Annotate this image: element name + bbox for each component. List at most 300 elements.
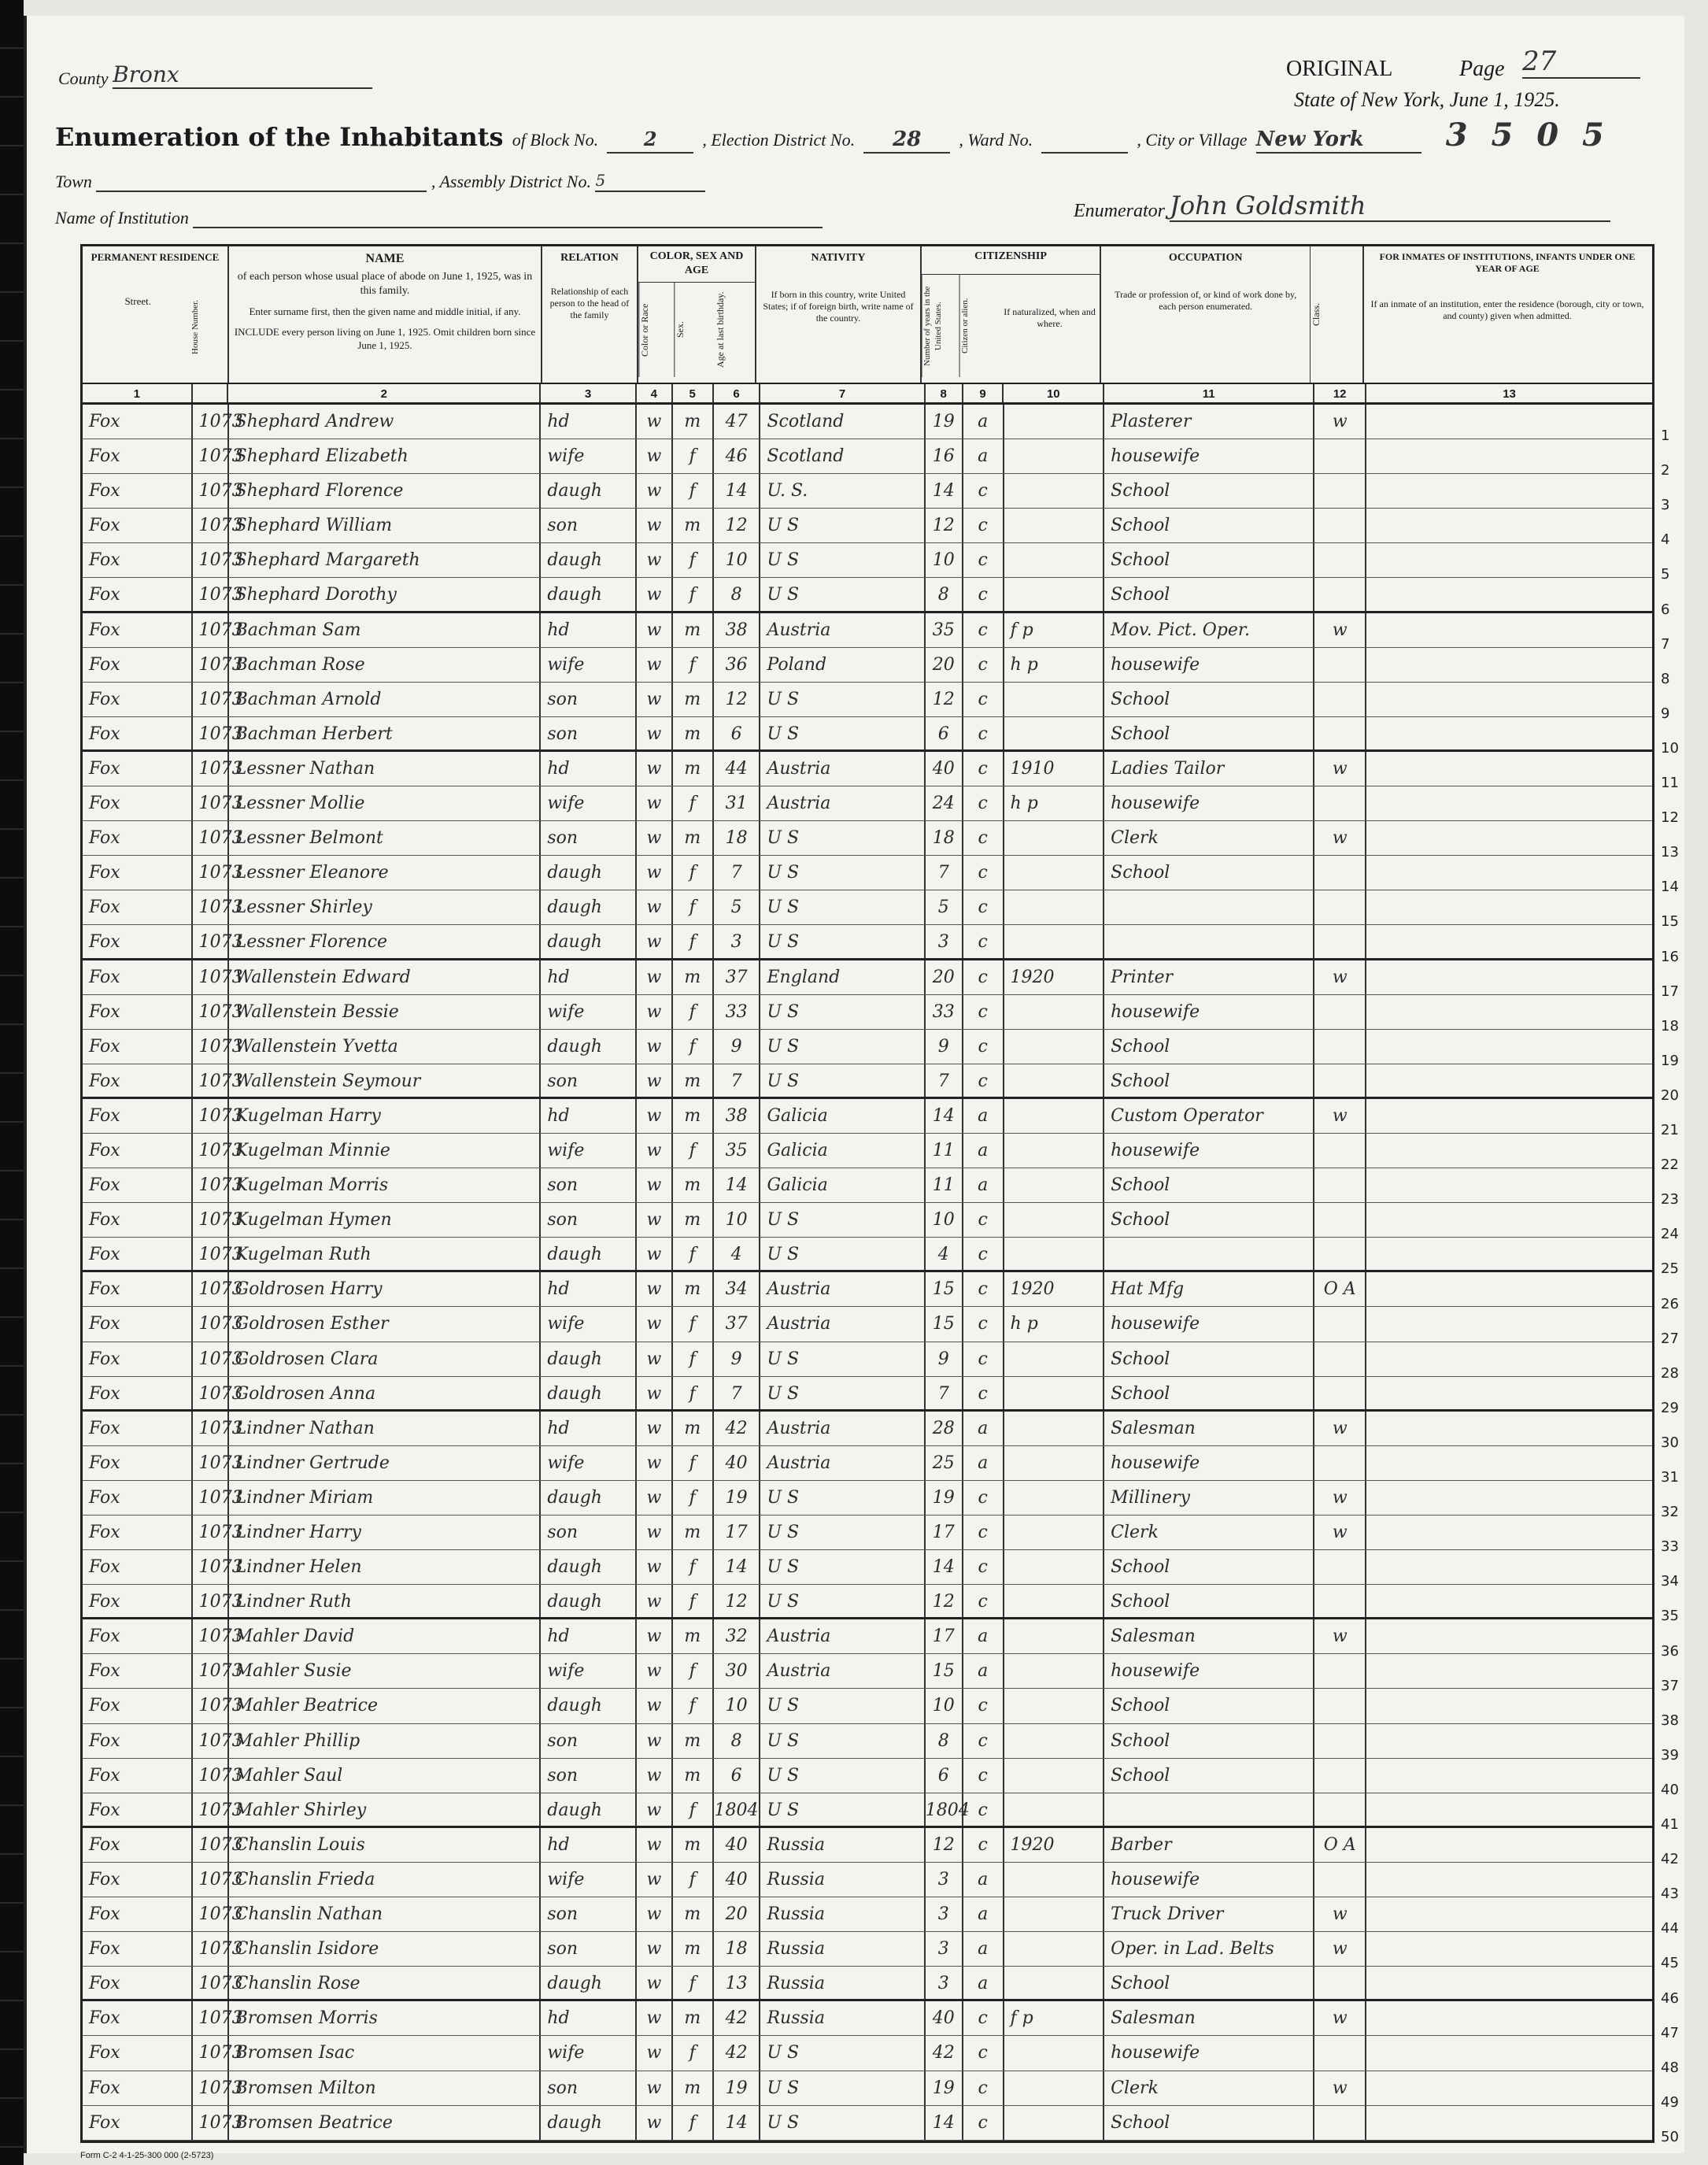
name-cell: Chanslin Nathan	[229, 1897, 542, 1931]
years-cell: 4	[926, 1238, 963, 1270]
nativity-cell: Poland	[760, 648, 925, 682]
years-cell: 3	[926, 1897, 963, 1931]
citizen-cell: c	[963, 1481, 1004, 1515]
years-cell: 6	[926, 1759, 963, 1793]
house-number-cell: 1073	[193, 474, 229, 508]
age-cell: 47	[714, 405, 761, 439]
citizen-cell: a	[963, 1967, 1004, 1999]
table-row	[83, 405, 1652, 439]
class-cell	[1314, 1238, 1366, 1270]
class-cell: w	[1314, 1516, 1366, 1549]
years-cell: 6	[926, 717, 963, 749]
table-row	[83, 1932, 1652, 1967]
house-number-cell: 1073	[193, 1932, 229, 1966]
name-cell: Kugelman Harry	[229, 1099, 542, 1133]
institution-label: Name of Institution	[55, 208, 189, 228]
inmate-cell	[1366, 1863, 1652, 1897]
class-cell	[1314, 1030, 1366, 1064]
naturalized-cell: h p	[1004, 1307, 1105, 1341]
nativity-cell: Austria	[760, 1446, 925, 1480]
years-cell: 42	[926, 2036, 963, 2070]
table-row	[83, 1099, 1652, 1134]
census-rows	[83, 405, 1652, 2141]
color-cell: w	[637, 1307, 673, 1341]
enumeration-title-line	[55, 117, 1677, 154]
class-cell	[1314, 1203, 1366, 1237]
years-cell: 10	[926, 543, 963, 577]
county-value: Bronx	[113, 61, 179, 87]
header-occupation-group	[1101, 246, 1364, 383]
relation-cell: hd	[541, 2001, 637, 2035]
color-cell: w	[637, 1724, 673, 1758]
name-cell: Wallenstein Seymour	[229, 1064, 542, 1097]
relation-cell: hd	[541, 960, 637, 994]
relation-cell: hd	[541, 1099, 637, 1133]
class-cell	[1314, 1793, 1366, 1826]
sex-cell: m	[673, 1412, 714, 1445]
line-number: 28	[1661, 1364, 1679, 1382]
sex-cell: f	[673, 1377, 714, 1409]
line-number: 17	[1661, 983, 1679, 1000]
table-row	[83, 821, 1652, 856]
age-cell: 35	[714, 1134, 761, 1168]
class-cell	[1314, 543, 1366, 577]
class-cell	[1314, 509, 1366, 542]
years-cell: 12	[926, 1585, 963, 1617]
citizen-cell: c	[963, 1342, 1004, 1376]
name-cell: Bachman Sam	[229, 613, 542, 647]
house-number-cell: 1073	[193, 925, 229, 957]
sex-cell: m	[673, 1897, 714, 1931]
age-cell: 34	[714, 1272, 761, 1306]
line-number: 4	[1661, 531, 1670, 549]
name-cell: Chanslin Rose	[229, 1967, 542, 1999]
relation-cell: son	[541, 1168, 637, 1202]
sex-cell: m	[673, 1759, 714, 1793]
nativity-cell: U S	[760, 1238, 925, 1270]
original-label: ORIGINAL	[1286, 57, 1393, 81]
citizen-cell: c	[963, 995, 1004, 1029]
street-cell: Fox	[83, 1238, 193, 1270]
relation-cell: son	[541, 1203, 637, 1237]
color-cell: w	[637, 1585, 673, 1617]
class-cell: w	[1314, 1619, 1366, 1653]
house-number-cell: 1073	[193, 1481, 229, 1515]
table-row	[83, 683, 1652, 717]
years-cell: 10	[926, 1203, 963, 1237]
name-cell: Bromsen Milton	[229, 2071, 542, 2105]
class-cell	[1314, 683, 1366, 716]
age-cell: 37	[714, 1307, 761, 1341]
years-cell: 24	[926, 786, 963, 820]
table-row	[83, 2071, 1652, 2106]
years-cell: 3	[926, 1863, 963, 1897]
page-label: Page	[1459, 57, 1505, 81]
election-label: , Election District No.	[702, 130, 856, 150]
relation-cell: son	[541, 1724, 637, 1758]
line-number: 48	[1661, 2059, 1679, 2076]
sex-cell: f	[673, 474, 714, 508]
age-cell: 6	[714, 717, 761, 749]
color-cell: w	[637, 1863, 673, 1897]
years-cell: 33	[926, 995, 963, 1029]
street-cell: Fox	[83, 509, 193, 542]
house-number-cell: 1073	[193, 439, 229, 473]
class-cell: O A	[1314, 1828, 1366, 1862]
color-cell: w	[637, 1967, 673, 1999]
years-cell: 7	[926, 856, 963, 890]
years-cell: 15	[926, 1307, 963, 1341]
line-number: 9	[1661, 705, 1670, 722]
age-cell: 8	[714, 578, 761, 610]
naturalized-cell	[1004, 890, 1105, 924]
relation-cell: daugh	[541, 1377, 637, 1409]
naturalized-cell	[1004, 856, 1105, 890]
inmate-cell	[1366, 1342, 1652, 1376]
house-number-cell: 1073	[193, 1064, 229, 1097]
house-number-cell: 1073	[193, 1516, 229, 1549]
name-cell: Wallenstein Edward	[229, 960, 542, 994]
table-row	[83, 1793, 1652, 1828]
years-cell: 3	[926, 925, 963, 957]
color-cell: w	[637, 1897, 673, 1931]
inmate-cell	[1366, 752, 1652, 786]
occupation-cell: housewife	[1104, 1654, 1314, 1688]
age-cell: 10	[714, 1203, 761, 1237]
sex-cell: f	[673, 1654, 714, 1688]
table-row	[83, 543, 1652, 578]
class-cell	[1314, 856, 1366, 890]
naturalized-cell: f p	[1004, 613, 1105, 647]
age-cell: 33	[714, 995, 761, 1029]
house-number-cell: 1073	[193, 578, 229, 610]
years-cell: 18	[926, 821, 963, 855]
street-cell: Fox	[83, 1689, 193, 1723]
table-row	[83, 1412, 1652, 1446]
line-number: 26	[1661, 1295, 1679, 1312]
naturalized-cell	[1004, 1863, 1105, 1897]
nativity-cell: U S	[760, 683, 925, 716]
nativity-cell: Russia	[760, 1897, 925, 1931]
header-citizen-alien: Citizen or alien.	[959, 275, 1000, 377]
sex-cell: f	[673, 1307, 714, 1341]
relation-cell: daugh	[541, 1550, 637, 1584]
sex-cell: m	[673, 752, 714, 786]
name-cell: Shephard Elizabeth	[229, 439, 542, 473]
class-cell: w	[1314, 1897, 1366, 1931]
naturalized-cell	[1004, 509, 1105, 542]
name-cell: Chanslin Isidore	[229, 1932, 542, 1966]
color-cell: w	[637, 1342, 673, 1376]
table-row	[83, 1134, 1652, 1168]
inmate-cell	[1366, 960, 1652, 994]
name-cell: Shephard Dorothy	[229, 578, 542, 610]
citizen-cell: c	[963, 821, 1004, 855]
name-cell: Lindner Helen	[229, 1550, 542, 1584]
street-cell: Fox	[83, 1759, 193, 1793]
street-cell: Fox	[83, 1932, 193, 1966]
house-number-cell: 1073	[193, 1585, 229, 1617]
citizen-cell: a	[963, 1134, 1004, 1168]
occupation-cell: Oper. in Lad. Belts	[1104, 1932, 1314, 1966]
inmate-cell	[1366, 2071, 1652, 2105]
relation-cell: son	[541, 717, 637, 749]
line-number: 40	[1661, 1781, 1679, 1798]
inmate-cell	[1366, 1516, 1652, 1549]
citizen-cell: c	[963, 1203, 1004, 1237]
years-cell: 17	[926, 1516, 963, 1549]
age-cell: 3	[714, 925, 761, 957]
table-row	[83, 752, 1652, 786]
color-cell: w	[637, 890, 673, 924]
relation-cell: son	[541, 1064, 637, 1097]
relation-cell: son	[541, 1897, 637, 1931]
name-cell: Goldrosen Anna	[229, 1377, 542, 1409]
class-cell: w	[1314, 2071, 1366, 2105]
inmate-cell	[1366, 1689, 1652, 1723]
line-number: 33	[1661, 1538, 1679, 1556]
citizen-cell: c	[963, 1585, 1004, 1617]
enumeration-title: Enumeration of the Inhabitants	[55, 122, 504, 152]
line-number: 13	[1661, 844, 1679, 861]
nativity-cell: U S	[760, 1064, 925, 1097]
line-number: 1	[1661, 427, 1670, 444]
header-inmates: FOR INMATES OF INSTITUTIONS, INFANTS UNDER ONE YEAR OF AGE If an inmate of an institution, enter the residence (borough, city or town, and county) given when admitted.	[1370, 251, 1644, 321]
color-cell: w	[637, 1619, 673, 1653]
naturalized-cell	[1004, 2036, 1105, 2070]
class-cell: O A	[1314, 1272, 1366, 1306]
naturalized-cell	[1004, 1793, 1105, 1826]
sex-cell: f	[673, 890, 714, 924]
line-number: 25	[1661, 1260, 1679, 1278]
line-number: 18	[1661, 1017, 1679, 1034]
class-cell	[1314, 648, 1366, 682]
election-value: 28	[893, 128, 922, 151]
color-cell: w	[637, 1446, 673, 1480]
citizen-cell: a	[963, 1619, 1004, 1653]
street-cell: Fox	[83, 1446, 193, 1480]
class-cell: w	[1314, 1932, 1366, 1966]
relation-cell: daugh	[541, 1967, 637, 1999]
citizen-cell: c	[963, 856, 1004, 890]
nativity-cell: Russia	[760, 1932, 925, 1966]
sex-cell: m	[673, 1724, 714, 1758]
inmate-cell	[1366, 1307, 1652, 1341]
years-cell: 40	[926, 752, 963, 786]
occupation-cell: Printer	[1104, 960, 1314, 994]
citizen-cell: c	[963, 509, 1004, 542]
years-cell: 10	[926, 1689, 963, 1723]
house-number-cell: 1073	[193, 1168, 229, 1202]
inmate-cell	[1366, 1446, 1652, 1480]
line-number: 7	[1661, 635, 1670, 653]
house-number-cell: 1073	[193, 1619, 229, 1653]
state-line: State of New York, June 1, 1925.	[1294, 88, 1560, 111]
nativity-cell: U S	[760, 821, 925, 855]
name-cell: Mahler Susie	[229, 1654, 542, 1688]
line-number: 30	[1661, 1434, 1679, 1451]
name-cell: Chanslin Frieda	[229, 1863, 542, 1897]
naturalized-cell	[1004, 1168, 1105, 1202]
nativity-cell: Austria	[760, 1272, 925, 1306]
header-years: Number of years in the United States.	[922, 275, 959, 377]
street-cell: Fox	[83, 890, 193, 924]
color-cell: w	[637, 1377, 673, 1409]
class-cell	[1314, 1064, 1366, 1097]
years-cell: 35	[926, 613, 963, 647]
relation-cell: wife	[541, 995, 637, 1029]
age-cell: 14	[714, 474, 761, 508]
table-row	[83, 2001, 1652, 2036]
naturalized-cell	[1004, 1446, 1105, 1480]
nativity-cell: U S	[760, 1759, 925, 1793]
name-cell: Shephard Florence	[229, 474, 542, 508]
house-number-cell: 1073	[193, 1377, 229, 1409]
age-cell: 20	[714, 1897, 761, 1931]
occupation-cell: School	[1104, 856, 1314, 890]
color-cell: w	[637, 1272, 673, 1306]
nativity-cell: U S	[760, 1516, 925, 1549]
occupation-cell: housewife	[1104, 1134, 1314, 1168]
relation-cell: wife	[541, 1134, 637, 1168]
block-label: of Block No.	[512, 130, 599, 150]
age-cell: 1804	[714, 1793, 761, 1826]
sex-cell: f	[673, 1446, 714, 1480]
street-cell: Fox	[83, 683, 193, 716]
color-cell: w	[637, 1030, 673, 1064]
nativity-cell: U. S.	[760, 474, 925, 508]
relation-cell: daugh	[541, 578, 637, 610]
house-number-cell: 1073	[193, 786, 229, 820]
inmate-cell	[1366, 1238, 1652, 1270]
citizen-cell: c	[963, 1828, 1004, 1862]
occupation-cell: Plasterer	[1104, 405, 1314, 439]
occupation-cell: Millinery	[1104, 1481, 1314, 1515]
sex-cell: m	[673, 1203, 714, 1237]
citizen-cell: c	[963, 1030, 1004, 1064]
name-cell: Shephard Margareth	[229, 543, 542, 577]
name-cell: Lessner Eleanore	[229, 856, 542, 890]
inmate-cell	[1366, 1897, 1652, 1931]
occupation-cell: School	[1104, 474, 1314, 508]
inmate-cell	[1366, 439, 1652, 473]
line-number: 14	[1661, 879, 1679, 896]
age-cell: 5	[714, 890, 761, 924]
house-number-cell: 1073	[193, 1793, 229, 1826]
inmate-cell	[1366, 2106, 1652, 2140]
line-number: 23	[1661, 1191, 1679, 1208]
years-cell: 28	[926, 1412, 963, 1445]
occupation-cell: School	[1104, 1377, 1314, 1409]
nativity-cell: U S	[760, 509, 925, 542]
sex-cell: m	[673, 509, 714, 542]
table-row	[83, 1481, 1652, 1516]
street-cell: Fox	[83, 474, 193, 508]
sex-cell: m	[673, 1619, 714, 1653]
citizen-cell: c	[963, 543, 1004, 577]
sex-cell: m	[673, 613, 714, 647]
header-age: Age at last birthday.	[714, 291, 726, 368]
inmate-cell	[1366, 648, 1652, 682]
color-cell: w	[637, 1134, 673, 1168]
relation-cell: daugh	[541, 2106, 637, 2140]
occupation-cell: School	[1104, 509, 1314, 542]
inmate-cell	[1366, 1967, 1652, 1999]
occupation-cell: housewife	[1104, 1863, 1314, 1897]
relation-cell: son	[541, 1932, 637, 1966]
class-cell	[1314, 1689, 1366, 1723]
citizen-cell: a	[963, 1654, 1004, 1688]
relation-cell: son	[541, 1516, 637, 1549]
class-cell	[1314, 1377, 1366, 1409]
naturalized-cell	[1004, 1585, 1105, 1617]
name-cell: Lindner Gertrude	[229, 1446, 542, 1480]
nativity-cell: U S	[760, 717, 925, 749]
relation-cell: hd	[541, 613, 637, 647]
line-number: 19	[1661, 1052, 1679, 1069]
naturalized-cell	[1004, 439, 1105, 473]
age-cell: 17	[714, 1516, 761, 1549]
city-label: , City or Village	[1137, 130, 1248, 150]
nativity-cell: Russia	[760, 1967, 925, 1999]
relation-cell: wife	[541, 1307, 637, 1341]
line-number: 21	[1661, 1122, 1679, 1138]
name-cell: Bromsen Isac	[229, 2036, 542, 2070]
naturalized-cell	[1004, 683, 1105, 716]
line-number: 15	[1661, 913, 1679, 931]
relation-cell: daugh	[541, 1238, 637, 1270]
table-row	[83, 578, 1652, 612]
line-number: 20	[1661, 1086, 1679, 1104]
naturalized-cell: 1920	[1004, 1828, 1105, 1862]
county-line	[58, 61, 372, 89]
table-row	[83, 509, 1652, 543]
line-number: 27	[1661, 1330, 1679, 1347]
name-cell: Bachman Arnold	[229, 683, 542, 716]
occupation-cell: School	[1104, 1967, 1314, 1999]
relation-cell: daugh	[541, 1793, 637, 1826]
naturalized-cell	[1004, 1481, 1105, 1515]
years-cell: 9	[926, 1342, 963, 1376]
house-number-cell: 1073	[193, 1724, 229, 1758]
class-cell	[1314, 1134, 1366, 1168]
naturalized-cell	[1004, 1654, 1105, 1688]
naturalized-cell: 1910	[1004, 752, 1105, 786]
class-cell	[1314, 1550, 1366, 1584]
occupation-cell: Salesman	[1104, 1619, 1314, 1653]
block-value: 2	[643, 128, 657, 150]
relation-cell: hd	[541, 1828, 637, 1862]
line-number: 35	[1661, 1608, 1679, 1625]
table-row	[83, 2106, 1652, 2141]
inmate-cell	[1366, 509, 1652, 542]
color-cell: w	[637, 1481, 673, 1515]
naturalized-cell	[1004, 1897, 1105, 1931]
street-cell: Fox	[83, 1724, 193, 1758]
occupation-cell: Salesman	[1104, 2001, 1314, 2035]
color-cell: w	[637, 405, 673, 439]
years-cell: 16	[926, 439, 963, 473]
street-cell: Fox	[83, 1516, 193, 1549]
street-cell: Fox	[83, 1377, 193, 1409]
occupation-cell: Clerk	[1104, 821, 1314, 855]
sex-cell: m	[673, 1272, 714, 1306]
street-cell: Fox	[83, 1272, 193, 1306]
house-number-cell: 1073	[193, 856, 229, 890]
occupation-cell: School	[1104, 1689, 1314, 1723]
citizen-cell: c	[963, 1272, 1004, 1306]
page-number: 27	[1522, 46, 1557, 77]
